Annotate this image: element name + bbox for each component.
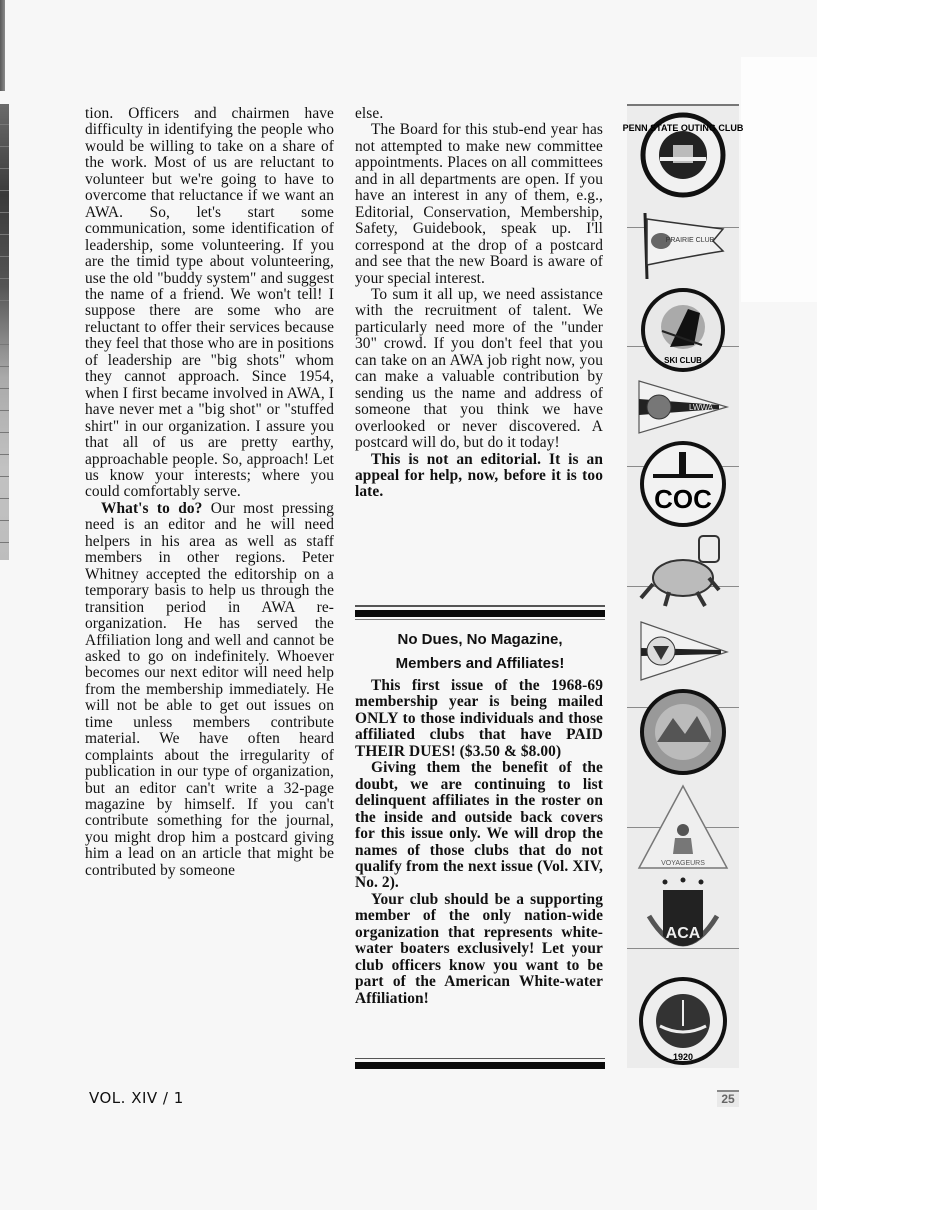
svg-text:ACA: ACA (665, 925, 701, 942)
notice-body (355, 678, 603, 1007)
binding-edge-top (0, 0, 5, 91)
svg-text:SKI CLUB: SKI CLUB (664, 356, 702, 365)
mountain-club-seal-logo (627, 688, 739, 776)
appeal-paragraph: This is not an editorial. It is an appeal for help, now, before it is too late. (355, 450, 603, 501)
article-column-1 (85, 106, 334, 879)
whats-to-do-paragraph (85, 501, 334, 879)
aca-logo (627, 876, 739, 968)
buck-ridge-ski-club-logo (627, 287, 739, 373)
notice-paragraph: Your club should be a supporting member of the only nation-wide organization that represents white-water boaters exclusively! Let your club officers know you want to be part of the American White-water Affiliation! (355, 890, 603, 1007)
board-paragraph: The Board for this stub-end year has not attempted to make new committee appointments. Places on all committees and in all departments are open. If you have an interest in any of them, e.g., Editorial, Conservation, Membership, Safety, Guidebook, speak up. I'll correspond at the drop of a postcard and see that the new Board is aware of your special interest. (355, 121, 603, 287)
notice-paragraph: This first issue of the 1968-69 membership year is being mailed ONLY to those individuals and those affiliated clubs that have PAID THEIR DUES! ($3.50 & $8.00) (355, 677, 603, 760)
coc-logo (627, 440, 739, 528)
article-paragraph: tion. Officers and chairmen have difficulty in identifying the people who would be willing to take on a share of the work. Most of us are reluctant to volunteer but we're going to have to overcome that reluctance if we want an AWA. So, let's start some communication, some identification of leadership, some volunteering. If you are the timid type about volunteering, use the old "buddy system" and suggest the name of a friend. We won't tell! I suppose there are some who are reluctant to offer their services because they feel that those who are in positions of leadership are "big shots" whom they cannot approach. Since 1954, when I first became involved in AWA, I have never met a "big shot" or "stuffed shirt" in our organization. I assure you that all of us are pretty earthy, approachable people. So, approach! Let us know your interests; where you could comfortably serve. (85, 105, 335, 501)
ledyard-canoe-club-logo (627, 976, 739, 1066)
article-column-2 (355, 106, 603, 501)
whats-to-do-lead: What's to do? (101, 499, 203, 517)
prairie-club-canoeists-logo (627, 210, 739, 282)
penn-state-outing-club-logo (622, 112, 744, 198)
notice-bottom-rule (355, 1058, 605, 1069)
continuation-text: else. (355, 105, 384, 122)
svg-text:PENN STATE OUTING CLUB: PENN STATE OUTING CLUB (622, 123, 744, 133)
notice-paragraph: Giving them the benefit of the doubt, we are continuing to list delinquent affiliates in the roster on the inside and outside back covers for this issue only. We will drop the names of those clubs that do not qualify from the next issue (Vol. XIV, No. 2). (355, 759, 603, 892)
notice-top-rule (355, 605, 605, 620)
notice-heading-line-2: Members and Affiliates! (395, 655, 565, 672)
scan-artifact (741, 57, 817, 302)
svg-text:1920: 1920 (672, 1052, 694, 1062)
notice-heading-line-1: No Dues, No Magazine, (397, 631, 563, 648)
summary-paragraph: To sum it all up, we need assistance with the recruitment of talent. We particularly need more of the "under 30" crowd. If you don't feel that you can take on an AWA job right now, you can make a valuable contribution by sending us the name and address of someone that you think we have overlooked or never discovered. A postcard will do, but do it today! (355, 285, 603, 452)
svg-text:VOYAGEURS: VOYAGEURS (661, 860, 705, 867)
binding-edge (0, 104, 9, 560)
svg-text:PRAIRIE CLUB: PRAIRIE CLUB (665, 237, 715, 244)
whats-to-do-body: Our most pressing need is an editor and he will need helpers in his area as well as staff members in other regions. Peter Whitney accepted the editorship on a temporary basis to help us through the transition period in AWA re-organization. He has served the Affiliation long and well and cannot be asked to go on indefinitely. Whoever becomes our next editor will need help from the membership immediately. He will not be able to get out issues on time unless members contribute material. We have often heard complaints about the irregularity of publication in our type of organization, but an editor can't write a 32-page magazine by himself. If you can't contribute something for the journal, you might drop him a postcard giving him a lead on an article that might be contributed by someone (85, 499, 334, 879)
pennant-emblem-logo (627, 617, 739, 683)
turtle-logo (627, 532, 739, 612)
volume-label: VOL. XIV / 1 (89, 1089, 184, 1107)
svg-text:LWWA: LWWA (689, 403, 713, 412)
svg-text:COC: COC (654, 484, 712, 514)
voyageurs-logo (627, 782, 739, 874)
page-number: 25 (717, 1090, 739, 1107)
lwwa-pennant-logo (627, 376, 739, 438)
